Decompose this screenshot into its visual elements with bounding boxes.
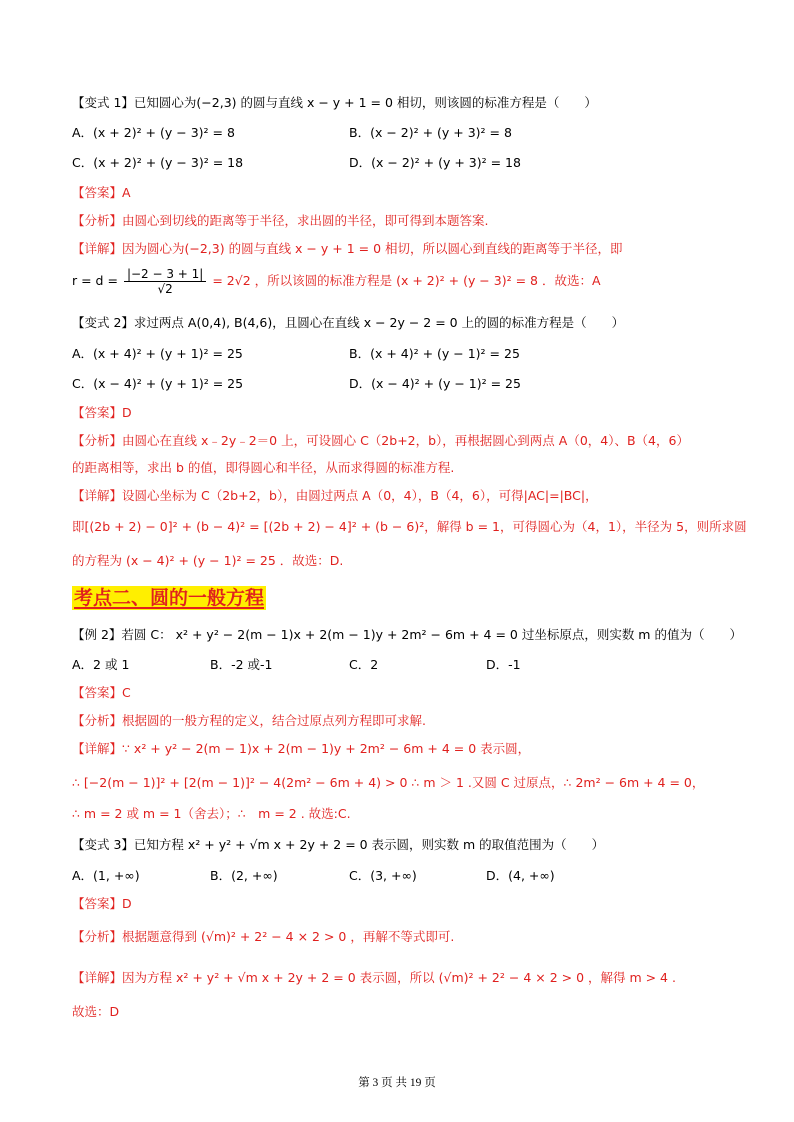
variant2-option-c: C．(x − 4)² + (y + 1)² = 25 (72, 376, 244, 391)
variant2-analysis-line1: 【分析】由圆心在直线 x﹣2y﹣2＝0 上，可设圆心 C（2b+2，b），再根据圆心到两点 A（0，4）、B（4，6） (72, 433, 689, 448)
page-number: 第 3 页 共 19 页 (358, 1077, 436, 1089)
variant3-question: 【变式 3】已知方程 x² + y² + √m x + 2y + 2 = 0 表示圆，则实数 m 的取值范围为（ ） (72, 837, 605, 852)
variant2-option-b: B．(x + 4)² + (y − 1)² = 25 (349, 346, 520, 361)
variant3-analysis: 【分析】根据题意得到 (√m)² + 2² − 4 × 2 > 0 ，再解不等式即可. (72, 929, 455, 944)
radius-expression: r = d = (72, 273, 118, 288)
variant1-option-a: A．(x + 2)² + (y − 3)² = 8 (72, 125, 235, 140)
variant1-question: 【变式 1】已知圆心为(−2,3) 的圆与直线 x − y + 1 = 0 相切，则该圆的标准方程是（ ） (72, 95, 597, 110)
distance-fraction (124, 267, 206, 297)
variant2-detail-line3: 的方程为 (x − 4)² + (y − 1)² = 25 ．故选：D. (72, 553, 344, 568)
variant1-detail-line2 (72, 262, 601, 300)
variant1-answer: 【答案】A (72, 185, 131, 200)
example2-option-a: A．2 或 1 (72, 657, 130, 672)
variant1-detail-line1: 【详解】因为圆心为(−2,3) 的圆与直线 x − y + 1 = 0 相切，所以圆心到直线的距离等于半径，即 (72, 241, 623, 256)
fraction-denominator: √2 (157, 281, 173, 296)
example2-option-b: B．-2 或-1 (210, 657, 273, 672)
variant2-answer: 【答案】D (72, 405, 132, 420)
variant2-analysis-line2: 的距离相等，求出 b 的值，即得圆心和半径，从而求得圆的标准方程. (72, 460, 455, 475)
variant3-detail-line2: 故选：D (72, 1004, 120, 1019)
variant3-option-c: C．(3, +∞) (349, 868, 417, 883)
example2-detail-line3: ∴ m = 2 或 m = 1（舍去）；∴ m = 2 . 故选:C. (72, 806, 351, 821)
variant2-detail-line1: 【详解】设圆心坐标为 C（2b+2，b），由圆过两点 A（0，4），B（4，6），可得|AC|=|BC|， (72, 488, 598, 503)
variant3-option-a: A．(1, +∞) (72, 868, 140, 883)
variant2-option-d: D．(x − 4)² + (y − 1)² = 25 (349, 376, 521, 391)
example2-option-c: C．2 (349, 657, 379, 672)
variant1-option-d: D．(x − 2)² + (y + 3)² = 18 (349, 155, 521, 170)
variant1-option-b: B．(x − 2)² + (y + 3)² = 8 (349, 125, 512, 140)
variant2-detail-line2: 即[(2b + 2) − 0]² + (b − 4)² = [(2b + 2) − 4]² + (b − 6)²，解得 b = 1，可得圆心为（4，1），半径为 5，则所求圆 (72, 519, 747, 534)
variant3-option-d: D．(4, +∞) (486, 868, 555, 883)
variant3-detail-line1: 【详解】因为方程 x² + y² + √m x + 2y + 2 = 0 表示圆，所以 (√m)² + 2² − 4 × 2 > 0 ，解得 m > 4 . (72, 970, 676, 985)
example2-question: 【例 2】若圆 C： x² + y² − 2(m − 1)x + 2(m − 1)y + 2m² − 6m + 4 = 0 过坐标原点，则实数 m 的值为（ ） (72, 627, 742, 642)
variant1-option-c: C．(x + 2)² + (y − 3)² = 18 (72, 155, 244, 170)
variant2-option-a: A．(x + 4)² + (y + 1)² = 25 (72, 346, 243, 361)
example2-detail-line2: ∴ [−2(m − 1)]² + [2(m − 1)]² − 4(2m² − 6m + 4) > 0 ∴ m ＞ 1 .又圆 C 过原点，∴ 2m² − 6m + 4 = 0， (72, 775, 705, 790)
section-heading: 考点二、圆的一般方程 (74, 587, 265, 609)
example2-answer: 【答案】C (72, 685, 131, 700)
example2-analysis: 【分析】根据圆的一般方程的定义，结合过原点列方程即可求解. (72, 713, 426, 728)
variant3-option-b: B．(2, +∞) (210, 868, 278, 883)
example2-detail-line1: 【详解】∵ x² + y² − 2(m − 1)x + 2(m − 1)y + 2m² − 6m + 4 = 0 表示圆， (72, 741, 531, 756)
example2-option-d: D．-1 (486, 657, 521, 672)
radius-result: = 2√2 ，所以该圆的标准方程是 (x + 2)² + (y − 3)² = 8 ．故选：A (212, 273, 601, 288)
variant1-analysis: 【分析】由圆心到切线的距离等于半径，求出圆的半径，即可得到本题答案. (72, 213, 489, 228)
variant2-question: 【变式 2】求过两点 A(0,4), B(4,6)，且圆心在直线 x − 2y − 2 = 0 上的圆的标准方程是（ ） (72, 315, 625, 330)
fraction-numerator: |−2 − 3 + 1| (124, 267, 206, 282)
variant3-answer: 【答案】D (72, 896, 132, 911)
